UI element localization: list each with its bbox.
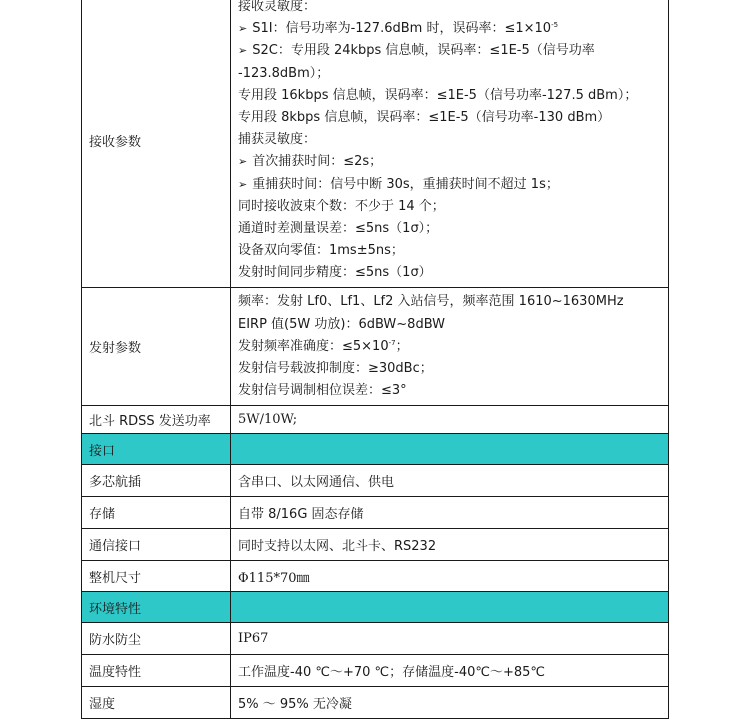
transmit-params-row — [82, 288, 669, 406]
transmit-params-lines — [238, 291, 668, 402]
spec-row-dimensions — [82, 561, 669, 592]
param-line — [238, 336, 668, 358]
param-line-text: 发射频率准确度：≤5×10 — [238, 338, 389, 354]
param-line — [238, 262, 668, 284]
param-line-text: 通道时差测量误差：≤5ns（1σ）； — [238, 220, 439, 236]
param-line — [238, 63, 668, 85]
param-line-text: 重捕获时间：信号中断 30s，重捕获时间不超过 1s； — [252, 176, 559, 192]
param-line — [238, 218, 668, 240]
spec-row-storage — [82, 497, 669, 529]
spec-value: 含串口、以太网通信、供电 — [231, 465, 669, 497]
spec-label: 防水防尘 — [82, 623, 231, 655]
receive-params-value — [231, 0, 669, 288]
param-exponent: -5 — [551, 21, 559, 30]
spec-value: 5W/10W; — [231, 406, 669, 434]
section-header-environment — [82, 592, 669, 623]
spec-label: 北斗 RDSS 发送功率 — [82, 406, 231, 434]
param-line — [238, 240, 668, 262]
param-exponent: -7 — [388, 338, 396, 347]
spec-label: 整机尺寸 — [82, 561, 231, 592]
section-header-label: 环境特性 — [82, 592, 231, 623]
arrow-bullet-icon: ➢ — [238, 177, 248, 191]
spec-value: IP67 — [231, 623, 669, 655]
section-header-fill — [231, 434, 669, 465]
spec-row-connector — [82, 465, 669, 497]
section-header-fill — [231, 592, 669, 623]
spec-row-comm-interface — [82, 529, 669, 561]
arrow-bullet-icon: ➢ — [238, 44, 248, 58]
arrow-bullet-icon: ➢ — [238, 155, 248, 169]
param-line — [238, 40, 668, 62]
param-line — [238, 291, 668, 313]
spec-row-temperature — [82, 655, 669, 687]
param-line-text: 捕获灵敏度： — [238, 132, 317, 148]
spec-label: 温度特性 — [82, 655, 231, 687]
spec-value: 5% ～ 95% 无冷凝 — [231, 687, 669, 719]
spec-row-waterproof — [82, 623, 669, 655]
param-line — [238, 314, 668, 336]
spec-value: 自带 8/16G 固态存储 — [231, 497, 669, 529]
spec-label: 通信接口 — [82, 529, 231, 561]
param-line — [238, 107, 668, 129]
spec-table — [81, 0, 669, 719]
spec-row-rdss-power — [82, 406, 669, 434]
spec-label: 湿度 — [82, 687, 231, 719]
param-line — [238, 129, 668, 151]
param-line-text: 专用段 16kbps 信息帧，误码率：≤1E-5（信号功率-127.5 dBm）； — [238, 87, 638, 103]
param-line — [238, 196, 668, 218]
param-line-text: 首次捕获时间：≤2s； — [252, 154, 383, 170]
spec-label: 存储 — [82, 497, 231, 529]
param-line-text: 频率：发射 Lf0、Lf1、Lf2 入站信号，频率范围 1610~1630MHz — [238, 294, 624, 310]
param-line-text: 发射时间同步精度：≤5ns（1σ） — [238, 265, 432, 281]
param-line-text: 设备双向零值：1ms±5ns； — [238, 243, 404, 259]
spec-label: 多芯航插 — [82, 465, 231, 497]
param-line-text: 发射信号调制相位误差：≤3° — [238, 383, 407, 399]
param-line-text: -123.8dBm）； — [238, 65, 330, 81]
param-line-text: 发射信号载波抑制度：≥30dBc； — [238, 361, 433, 376]
param-line-text: 接收灵敏度： — [238, 0, 317, 14]
param-line-text: 同时接收波束个数：不少于 14 个； — [238, 198, 445, 214]
section-header-label: 接口 — [82, 434, 231, 465]
param-line — [238, 174, 668, 196]
receive-params-lines — [238, 0, 668, 284]
param-line-tail: ； — [395, 338, 409, 354]
transmit-params-value — [231, 288, 669, 406]
spec-value: 工作温度-40 ℃～+70 ℃；存储温度-40℃～+85℃ — [231, 655, 669, 687]
param-line-text: S2C：专用段 24kbps 信息帧，误码率：≤1E-5（信号功率 — [252, 43, 595, 59]
param-line-text: S1I：信号功率为-127.6dBm 时，误码率：≤1×10 — [252, 21, 552, 37]
transmit-params-label: 发射参数 — [82, 288, 231, 406]
receive-params-label: 接收参数 — [82, 0, 231, 288]
param-line — [238, 358, 668, 380]
param-line — [238, 151, 668, 173]
section-header-interface — [82, 434, 669, 465]
param-line — [238, 18, 668, 40]
param-line — [238, 85, 668, 107]
param-line — [238, 0, 668, 18]
param-line-text: EIRP 值(5W 功放)：6dBW~8dBW — [238, 316, 446, 332]
spec-value: 同时支持以太网、北斗卡、RS232 — [231, 529, 669, 561]
param-line — [238, 380, 668, 402]
receive-params-row — [82, 0, 669, 288]
spec-value: Φ115*70㎜ — [231, 561, 669, 592]
arrow-bullet-icon: ➢ — [238, 22, 248, 36]
param-line-text: 专用段 8kbps 信息帧，误码率：≤1E-5（信号功率-130 dBm） — [238, 109, 611, 125]
spec-row-humidity — [82, 687, 669, 719]
